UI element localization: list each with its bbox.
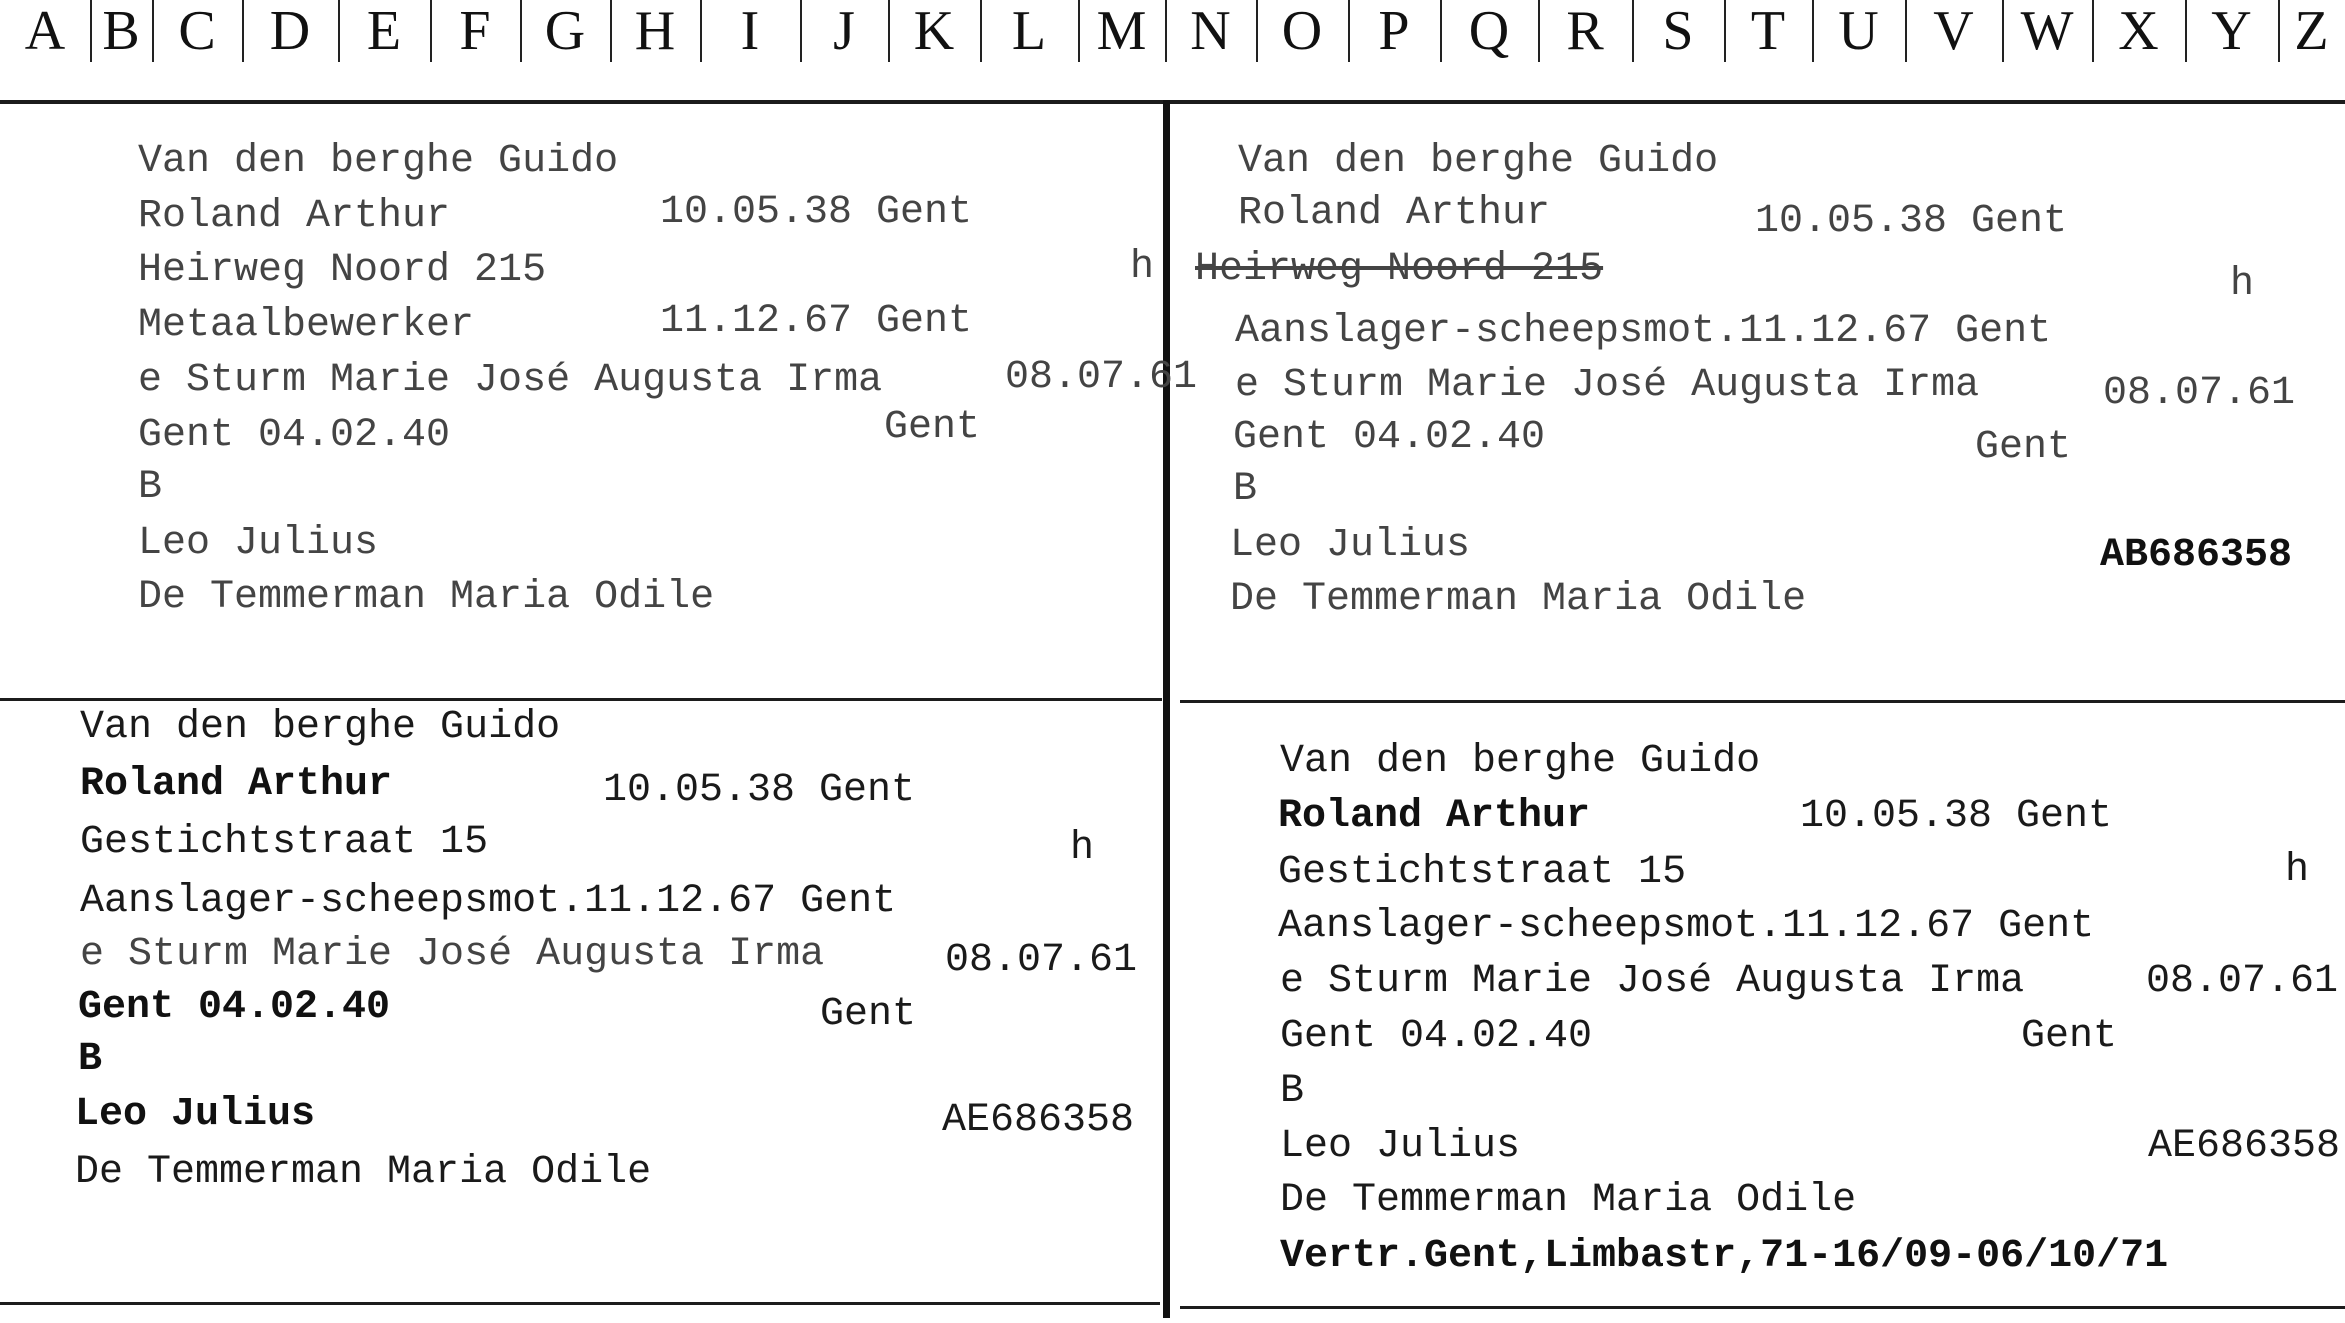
crossed-out-address: Heirweg Noord 215 xyxy=(1195,247,1604,292)
index-letter-g: G xyxy=(544,0,586,62)
departure-note: Vertr.Gent,Limbastr,71-16/09-06/10/71 xyxy=(1280,1234,2169,1279)
sex-marker: h xyxy=(2230,262,2255,307)
spouse-line: e Sturm Marie José Augusta Irma xyxy=(138,358,883,403)
index-letter-i: I xyxy=(740,0,760,62)
index-letter-y: Y xyxy=(2211,0,2252,62)
index-letter-z: Z xyxy=(2294,0,2329,62)
given-names: Roland Arthur xyxy=(1278,794,1591,839)
index-separator xyxy=(430,0,432,62)
index-letter-f: F xyxy=(459,0,491,62)
index-letter-j: J xyxy=(833,0,855,62)
index-separator xyxy=(1905,0,1907,62)
sex-marker: h xyxy=(1130,245,1155,290)
id-number: AE686358 xyxy=(942,1098,1135,1143)
birth-date-place: 10.05.38 Gent xyxy=(603,768,916,813)
index-letter-e: E xyxy=(366,0,402,62)
marriage-place: Gent xyxy=(2021,1014,2118,1059)
index-separator xyxy=(1724,0,1726,62)
mother-name: De Temmerman Maria Odile xyxy=(1280,1178,1857,1223)
center-divider xyxy=(1163,100,1170,1318)
occupation: Aanslager-scheepsmot.11.12.67 Gent xyxy=(1235,309,2052,354)
index-separator xyxy=(1440,0,1442,62)
id-number: AE686358 xyxy=(2148,1124,2341,1169)
record-card-3 xyxy=(0,701,1160,1301)
given-names: Roland Arthur xyxy=(80,762,393,807)
occupation-date: 11.12.67 Gent xyxy=(660,299,973,344)
index-separator xyxy=(2092,0,2094,62)
occupation: Metaalbewerker xyxy=(138,303,475,348)
index-separator xyxy=(1538,0,1540,62)
mother-name: De Temmerman Maria Odile xyxy=(75,1150,652,1195)
given-names: Roland Arthur xyxy=(138,194,451,239)
index-separator xyxy=(242,0,244,62)
index-separator xyxy=(888,0,890,62)
index-separator xyxy=(700,0,702,62)
spouse-line: e Sturm Marie José Augusta Irma xyxy=(80,932,825,977)
index-separator xyxy=(2002,0,2004,62)
marriage-date: 08.07.61 xyxy=(1005,355,1198,400)
index-letter-m: M xyxy=(1096,0,1147,62)
index-separator xyxy=(152,0,154,62)
given-names: Roland Arthur xyxy=(1238,191,1551,236)
index-separator xyxy=(520,0,522,62)
index-separator xyxy=(980,0,982,62)
spouse-line: e Sturm Marie José Augusta Irma xyxy=(1235,363,1980,408)
index-separator xyxy=(90,0,92,62)
bottom-rule-right xyxy=(1180,1306,2345,1309)
marriage-date: 08.07.61 xyxy=(2146,959,2339,1004)
surname-line: Van den berghe Guido xyxy=(138,139,619,184)
index-separator xyxy=(338,0,340,62)
sex-marker: h xyxy=(2285,848,2310,893)
father-name: Leo Julius xyxy=(138,521,379,566)
index-separator xyxy=(1256,0,1258,62)
surname-line: Van den berghe Guido xyxy=(1280,739,1761,784)
code-letter: B xyxy=(78,1037,103,1082)
index-letter-h: H xyxy=(634,0,676,62)
birth-date-place: 10.05.38 Gent xyxy=(1800,794,2113,839)
marriage-date: 08.07.61 xyxy=(2103,371,2296,416)
index-separator xyxy=(1632,0,1634,62)
index-letter-k: K xyxy=(913,0,955,62)
alphabet-index-strip xyxy=(0,0,2345,70)
marriage-place: Gent xyxy=(884,405,981,450)
address-line: Heirweg Noord 215 xyxy=(138,248,547,293)
birth-date-place: 10.05.38 Gent xyxy=(1755,199,2068,244)
index-separator xyxy=(1165,0,1167,62)
index-letter-t: T xyxy=(1750,0,1786,62)
bottom-rule-left xyxy=(0,1302,1160,1305)
father-name: Leo Julius xyxy=(75,1092,316,1137)
index-letter-a: A xyxy=(24,0,66,62)
mother-name: De Temmerman Maria Odile xyxy=(1230,577,1807,622)
sex-marker: h xyxy=(1070,826,1095,871)
index-separator xyxy=(1078,0,1080,62)
code-letter: B xyxy=(1280,1069,1305,1114)
spouse-birth: Gent 04.02.40 xyxy=(78,985,391,1030)
marriage-date: 08.07.61 xyxy=(945,938,1138,983)
index-letter-b: B xyxy=(102,0,140,62)
spouse-birth: Gent 04.02.40 xyxy=(1280,1014,1593,1059)
index-letter-c: C xyxy=(178,0,216,62)
index-separator xyxy=(2185,0,2187,62)
index-letter-d: D xyxy=(269,0,311,62)
index-letter-r: R xyxy=(1566,0,1604,62)
index-letter-w: W xyxy=(2020,0,2074,62)
code-letter: B xyxy=(1233,467,1258,512)
occupation: Aanslager-scheepsmot.11.12.67 Gent xyxy=(1278,904,2095,949)
spouse-birth: Gent 04.02.40 xyxy=(1233,415,1546,460)
index-separator xyxy=(1812,0,1814,62)
surname-line: Van den berghe Guido xyxy=(80,705,561,750)
index-letter-p: P xyxy=(1378,0,1410,62)
index-separator xyxy=(800,0,802,62)
record-card-1 xyxy=(0,104,1198,698)
record-card-2 xyxy=(1175,104,2345,698)
index-letter-l: L xyxy=(1011,0,1047,62)
index-separator xyxy=(610,0,612,62)
surname-line: Van den berghe Guido xyxy=(1238,139,1719,184)
marriage-place: Gent xyxy=(1975,425,2072,470)
spouse-line: e Sturm Marie José Augusta Irma xyxy=(1280,959,2025,1004)
record-card-4 xyxy=(1175,703,2345,1303)
marriage-place: Gent xyxy=(820,992,917,1037)
father-name: Leo Julius xyxy=(1230,523,1471,568)
code-letter: B xyxy=(138,465,163,510)
index-letter-n: N xyxy=(1190,0,1231,62)
index-separator xyxy=(2278,0,2280,62)
index-letter-s: S xyxy=(1662,0,1694,62)
birth-date-place: 10.05.38 Gent xyxy=(660,190,973,235)
index-letter-u: U xyxy=(1838,0,1879,62)
index-letter-x: X xyxy=(2118,0,2159,62)
id-number: AB686358 xyxy=(2100,533,2293,578)
father-name: Leo Julius xyxy=(1280,1124,1521,1169)
mother-name: De Temmerman Maria Odile xyxy=(138,575,715,620)
address-line: Gestichtstraat 15 xyxy=(1278,850,1687,895)
index-letter-o: O xyxy=(1281,0,1323,62)
index-separator xyxy=(1348,0,1350,62)
index-letter-q: Q xyxy=(1468,0,1510,62)
occupation: Aanslager-scheepsmot.11.12.67 Gent xyxy=(80,879,897,924)
index-letter-v: V xyxy=(1933,0,1974,62)
address-line: Gestichtstraat 15 xyxy=(80,820,489,865)
spouse-birth: Gent 04.02.40 xyxy=(138,413,451,458)
